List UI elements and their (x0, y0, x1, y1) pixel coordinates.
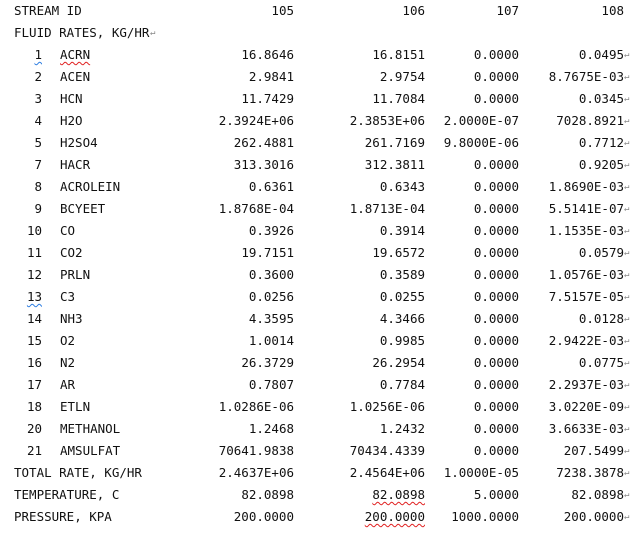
fluid-rates-label: FLUID RATES, KG/HR (14, 25, 150, 40)
stream-value-3: 0.0000 (473, 91, 519, 106)
summary-value-4: 82.0898 (571, 487, 624, 502)
component-index: 11 (26, 245, 42, 260)
paragraph-mark: ↵ (624, 512, 630, 522)
stream-value-4: 5.5141E-07 (548, 201, 624, 216)
stream-id-3: 107 (496, 3, 519, 18)
component-index: 18 (26, 399, 42, 414)
component-row (0, 132, 640, 154)
paragraph-mark: ↵ (624, 358, 630, 368)
component-index: 4 (34, 113, 42, 128)
stream-value-3: 0.0000 (473, 179, 519, 194)
component-index: 1 (34, 47, 42, 62)
stream-value-2: 1.8713E-04 (349, 201, 425, 216)
stream-id-label: STREAM ID (14, 3, 82, 18)
stream-value-2: 0.3914 (379, 223, 425, 238)
stream-value-1: 1.2468 (248, 421, 294, 436)
component-index: 12 (26, 267, 42, 282)
component-row (0, 352, 640, 374)
component-name: HCN (60, 91, 83, 106)
component-index: 14 (26, 311, 42, 326)
stream-value-2: 4.3466 (379, 311, 425, 326)
stream-value-4: 7.5157E-05 (548, 289, 624, 304)
paragraph-mark: ↵ (624, 468, 630, 478)
component-index: 10 (26, 223, 42, 238)
stream-value-2: 1.0256E-06 (349, 399, 425, 414)
stream-value-1: 70641.9838 (218, 443, 294, 458)
stream-value-4: 1.1535E-03 (548, 223, 624, 238)
summary-value-4: 7238.3878 (556, 465, 624, 480)
stream-value-4: 207.5499 (563, 443, 624, 458)
stream-value-3: 0.0000 (473, 157, 519, 172)
stream-value-3: 0.0000 (473, 399, 519, 414)
component-name: AR (60, 377, 76, 392)
stream-value-2: 261.7169 (364, 135, 425, 150)
stream-value-2: 2.9754 (379, 69, 425, 84)
stream-value-3: 0.0000 (473, 245, 519, 260)
paragraph-mark: ↵ (624, 50, 630, 60)
summary-value-2: 2.4564E+06 (349, 465, 425, 480)
summary-value-3: 1.0000E-05 (443, 465, 519, 480)
component-name: HACR (60, 157, 91, 172)
stream-value-2: 312.3811 (364, 157, 425, 172)
stream-value-4: 0.0345 (578, 91, 624, 106)
stream-value-2: 11.7084 (372, 91, 425, 106)
component-name: ACRN (60, 47, 91, 62)
component-name: AMSULFAT (60, 443, 121, 458)
stream-value-3: 0.0000 (473, 289, 519, 304)
component-name: METHANOL (60, 421, 121, 436)
stream-value-3: 0.0000 (473, 201, 519, 216)
component-name: O2 (60, 333, 76, 348)
stream-value-1: 1.8768E-04 (218, 201, 294, 216)
stream-value-2: 2.3853E+06 (349, 113, 425, 128)
paragraph-mark: ↵ (624, 226, 630, 236)
component-row (0, 110, 640, 132)
component-row (0, 44, 640, 66)
component-name: H2O (60, 113, 83, 128)
stream-value-1: 0.7807 (248, 377, 294, 392)
stream-value-3: 0.0000 (473, 377, 519, 392)
stream-value-1: 0.3926 (248, 223, 294, 238)
stream-value-2: 19.6572 (372, 245, 425, 260)
component-index: 9 (34, 201, 42, 216)
paragraph-mark: ↵ (624, 446, 630, 456)
component-row (0, 308, 640, 330)
summary-value-3: 5.0000 (473, 487, 519, 502)
summary-row (0, 462, 640, 484)
paragraph-mark: ↵ (624, 160, 630, 170)
paragraph-mark: ↵ (624, 204, 630, 214)
stream-value-2: 0.7784 (379, 377, 425, 392)
stream-value-1: 2.9841 (248, 69, 294, 84)
stream-value-4: 3.6633E-03 (548, 421, 624, 436)
component-name: N2 (60, 355, 76, 370)
paragraph-mark: ↵ (624, 380, 630, 390)
component-index: 20 (26, 421, 42, 436)
stream-value-3: 0.0000 (473, 355, 519, 370)
stream-value-3: 0.0000 (473, 421, 519, 436)
stream-value-4: 0.9205 (578, 157, 624, 172)
component-name: ACEN (60, 69, 91, 84)
component-row (0, 176, 640, 198)
stream-value-4: 0.0579 (578, 245, 624, 260)
stream-value-3: 0.0000 (473, 333, 519, 348)
paragraph-mark: ↵ (624, 424, 630, 434)
component-row (0, 88, 640, 110)
summary-value-2: 82.0898 (372, 487, 425, 502)
component-name: CO (60, 223, 76, 238)
summary-label: TOTAL RATE, KG/HR (14, 465, 142, 480)
stream-value-1: 1.0014 (248, 333, 294, 348)
stream-value-2: 0.3589 (379, 267, 425, 282)
stream-value-3: 0.0000 (473, 47, 519, 62)
summary-label: PRESSURE, KPA (14, 509, 112, 524)
stream-id-2: 106 (402, 3, 425, 18)
component-row (0, 396, 640, 418)
stream-value-1: 4.3595 (248, 311, 294, 326)
component-row (0, 264, 640, 286)
stream-value-4: 8.7675E-03 (548, 69, 624, 84)
paragraph-mark: ↵ (624, 94, 630, 104)
paragraph-mark: ↵ (624, 116, 630, 126)
stream-value-2: 26.2954 (372, 355, 425, 370)
stream-value-2: 0.6343 (379, 179, 425, 194)
stream-value-4: 0.0495 (578, 47, 624, 62)
stream-value-1: 262.4881 (233, 135, 294, 150)
component-name: NH3 (60, 311, 83, 326)
component-index: 2 (34, 69, 42, 84)
component-row (0, 220, 640, 242)
component-row (0, 66, 640, 88)
stream-value-2: 1.2432 (379, 421, 425, 436)
component-index: 16 (26, 355, 42, 370)
component-row (0, 154, 640, 176)
component-index: 8 (34, 179, 42, 194)
stream-value-4: 2.9422E-03 (548, 333, 624, 348)
stream-value-4: 1.8690E-03 (548, 179, 624, 194)
component-index: 3 (34, 91, 42, 106)
stream-value-1: 26.3729 (241, 355, 294, 370)
stream-value-1: 16.8646 (241, 47, 294, 62)
component-name: H2SO4 (60, 135, 98, 150)
paragraph-mark: ↵ (624, 270, 630, 280)
stream-value-1: 11.7429 (241, 91, 294, 106)
stream-value-3: 0.0000 (473, 69, 519, 84)
summary-value-2: 200.0000 (364, 509, 425, 524)
component-row (0, 198, 640, 220)
paragraph-mark: ↵ (624, 138, 630, 148)
stream-value-4: 7028.8921 (556, 113, 624, 128)
paragraph-mark: ↵ (150, 28, 156, 38)
summary-value-1: 82.0898 (241, 487, 294, 502)
summary-value-1: 200.0000 (233, 509, 294, 524)
stream-value-4: 0.0775 (578, 355, 624, 370)
component-row (0, 286, 640, 308)
stream-value-2: 0.9985 (379, 333, 425, 348)
stream-value-4: 0.7712 (578, 135, 624, 150)
stream-value-1: 0.3600 (248, 267, 294, 282)
stream-value-1: 19.7151 (241, 245, 294, 260)
stream-value-2: 16.8151 (372, 47, 425, 62)
component-name: BCYEET (60, 201, 106, 216)
stream-value-4: 0.0128 (578, 311, 624, 326)
component-name: C3 (60, 289, 76, 304)
summary-value-1: 2.4637E+06 (218, 465, 294, 480)
stream-value-3: 2.0000E-07 (443, 113, 519, 128)
paragraph-mark: ↵ (624, 336, 630, 346)
stream-id-row (0, 0, 640, 22)
stream-id-4: 108 (601, 3, 624, 18)
stream-value-2: 70434.4339 (349, 443, 425, 458)
component-row (0, 374, 640, 396)
stream-value-3: 0.0000 (473, 311, 519, 326)
component-index: 7 (34, 157, 42, 172)
stream-value-1: 1.0286E-06 (218, 399, 294, 414)
stream-value-1: 2.3924E+06 (218, 113, 294, 128)
component-name: ACROLEIN (60, 179, 121, 194)
component-index: 17 (26, 377, 42, 392)
paragraph-mark: ↵ (624, 292, 630, 302)
summary-row (0, 484, 640, 506)
paragraph-mark: ↵ (624, 248, 630, 258)
component-index: 21 (26, 443, 42, 458)
component-row (0, 242, 640, 264)
stream-value-1: 0.0256 (248, 289, 294, 304)
stream-value-3: 9.8000E-06 (443, 135, 519, 150)
summary-value-3: 1000.0000 (451, 509, 519, 524)
summary-row (0, 506, 640, 528)
paragraph-mark: ↵ (624, 72, 630, 82)
component-name: ETLN (60, 399, 91, 414)
stream-value-1: 0.6361 (248, 179, 294, 194)
stream-value-4: 1.0576E-03 (548, 267, 624, 282)
component-row (0, 418, 640, 440)
paragraph-mark: ↵ (624, 314, 630, 324)
component-index: 5 (34, 135, 42, 150)
component-row (0, 330, 640, 352)
paragraph-mark: ↵ (624, 402, 630, 412)
stream-value-1: 313.3016 (233, 157, 294, 172)
stream-value-3: 0.0000 (473, 223, 519, 238)
paragraph-mark: ↵ (624, 182, 630, 192)
fluid-rates-row (0, 22, 640, 44)
stream-value-4: 3.0220E-09 (548, 399, 624, 414)
component-index: 15 (26, 333, 42, 348)
component-index: 13 (26, 289, 42, 304)
component-name: PRLN (60, 267, 91, 282)
stream-value-3: 0.0000 (473, 267, 519, 282)
component-row (0, 440, 640, 462)
summary-label: TEMPERATURE, C (14, 487, 120, 502)
stream-value-2: 0.0255 (379, 289, 425, 304)
summary-value-4: 200.0000 (563, 509, 624, 524)
stream-value-3: 0.0000 (473, 443, 519, 458)
paragraph-mark: ↵ (624, 490, 630, 500)
stream-value-4: 2.2937E-03 (548, 377, 624, 392)
stream-id-1: 105 (271, 3, 294, 18)
component-name: CO2 (60, 245, 83, 260)
